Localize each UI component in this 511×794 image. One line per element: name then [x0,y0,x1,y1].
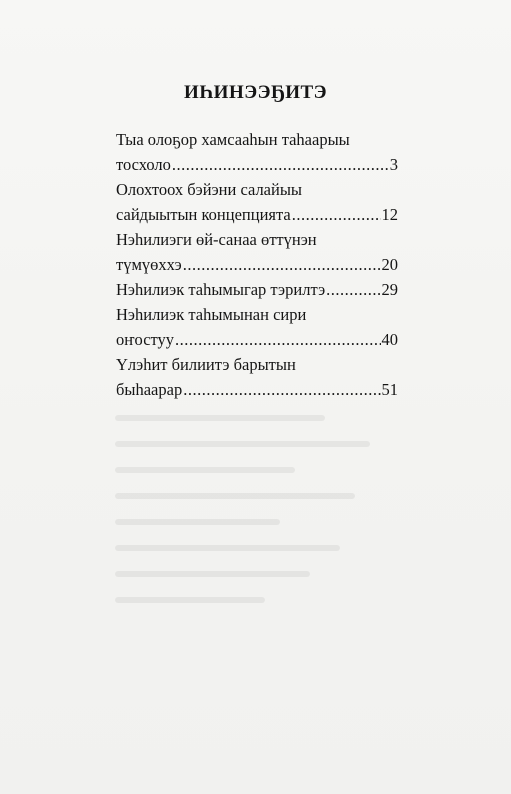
toc-entry-text: быһаарар [116,380,183,399]
toc-entry [116,352,398,402]
toc-entry-line [116,227,398,252]
toc-entry-text: Олохтоох бэйэни салайыы [116,180,303,199]
toc-entry [116,227,398,277]
toc-entry [116,302,398,352]
bleed-through-text [115,395,415,695]
dot-leader [172,152,389,177]
toc-entry-line [116,127,398,152]
dot-leader [175,327,380,352]
toc-entry-last-line [116,327,398,352]
toc-entry-line [116,352,398,377]
dot-leader [292,202,381,227]
toc-entry [116,127,398,177]
dot-leader [326,277,380,302]
toc-page-number: 51 [381,380,398,399]
toc-entry-last-line [116,252,398,277]
table-of-contents [116,127,398,402]
toc-entry-last-line [116,202,398,227]
page-title: ИҺИНЭЭҔИТЭ [183,82,328,103]
toc-entry-text: Нэһилиэги өй-санаа өттүнэн [116,230,317,249]
dot-leader [183,377,380,402]
toc-entry-line [116,302,398,327]
toc-page-number: 20 [381,255,398,274]
dot-leader [183,252,381,277]
toc-entry-text: оҥостуу [116,330,175,349]
toc-entry [116,277,398,302]
toc-entry-line [116,177,398,202]
toc-entry [116,177,398,227]
toc-page-number: 12 [381,205,398,224]
toc-entry-text: тосхоло [116,155,171,174]
toc-entry-text: Үлэһит билиитэ барытын [116,355,296,374]
toc-entry-last-line [116,152,398,177]
toc-page-number: 40 [381,330,398,349]
toc-entry-last-line [116,377,398,402]
toc-entry-text: сайдыытын концепцията [116,205,291,224]
toc-entry-last-line [116,277,398,302]
toc-entry-text: Нэһилиэк таһымынан сири [116,305,307,324]
toc-entry-text: Тыа олоҕор хамсааһын таһаарыы [116,130,350,149]
toc-entry-text: түмүөххэ [116,255,182,274]
toc-page-number: 3 [389,155,398,174]
toc-page-number: 29 [381,280,398,299]
toc-entry-text: Нэһилиэк таһымыгар тэрилтэ [116,280,326,299]
